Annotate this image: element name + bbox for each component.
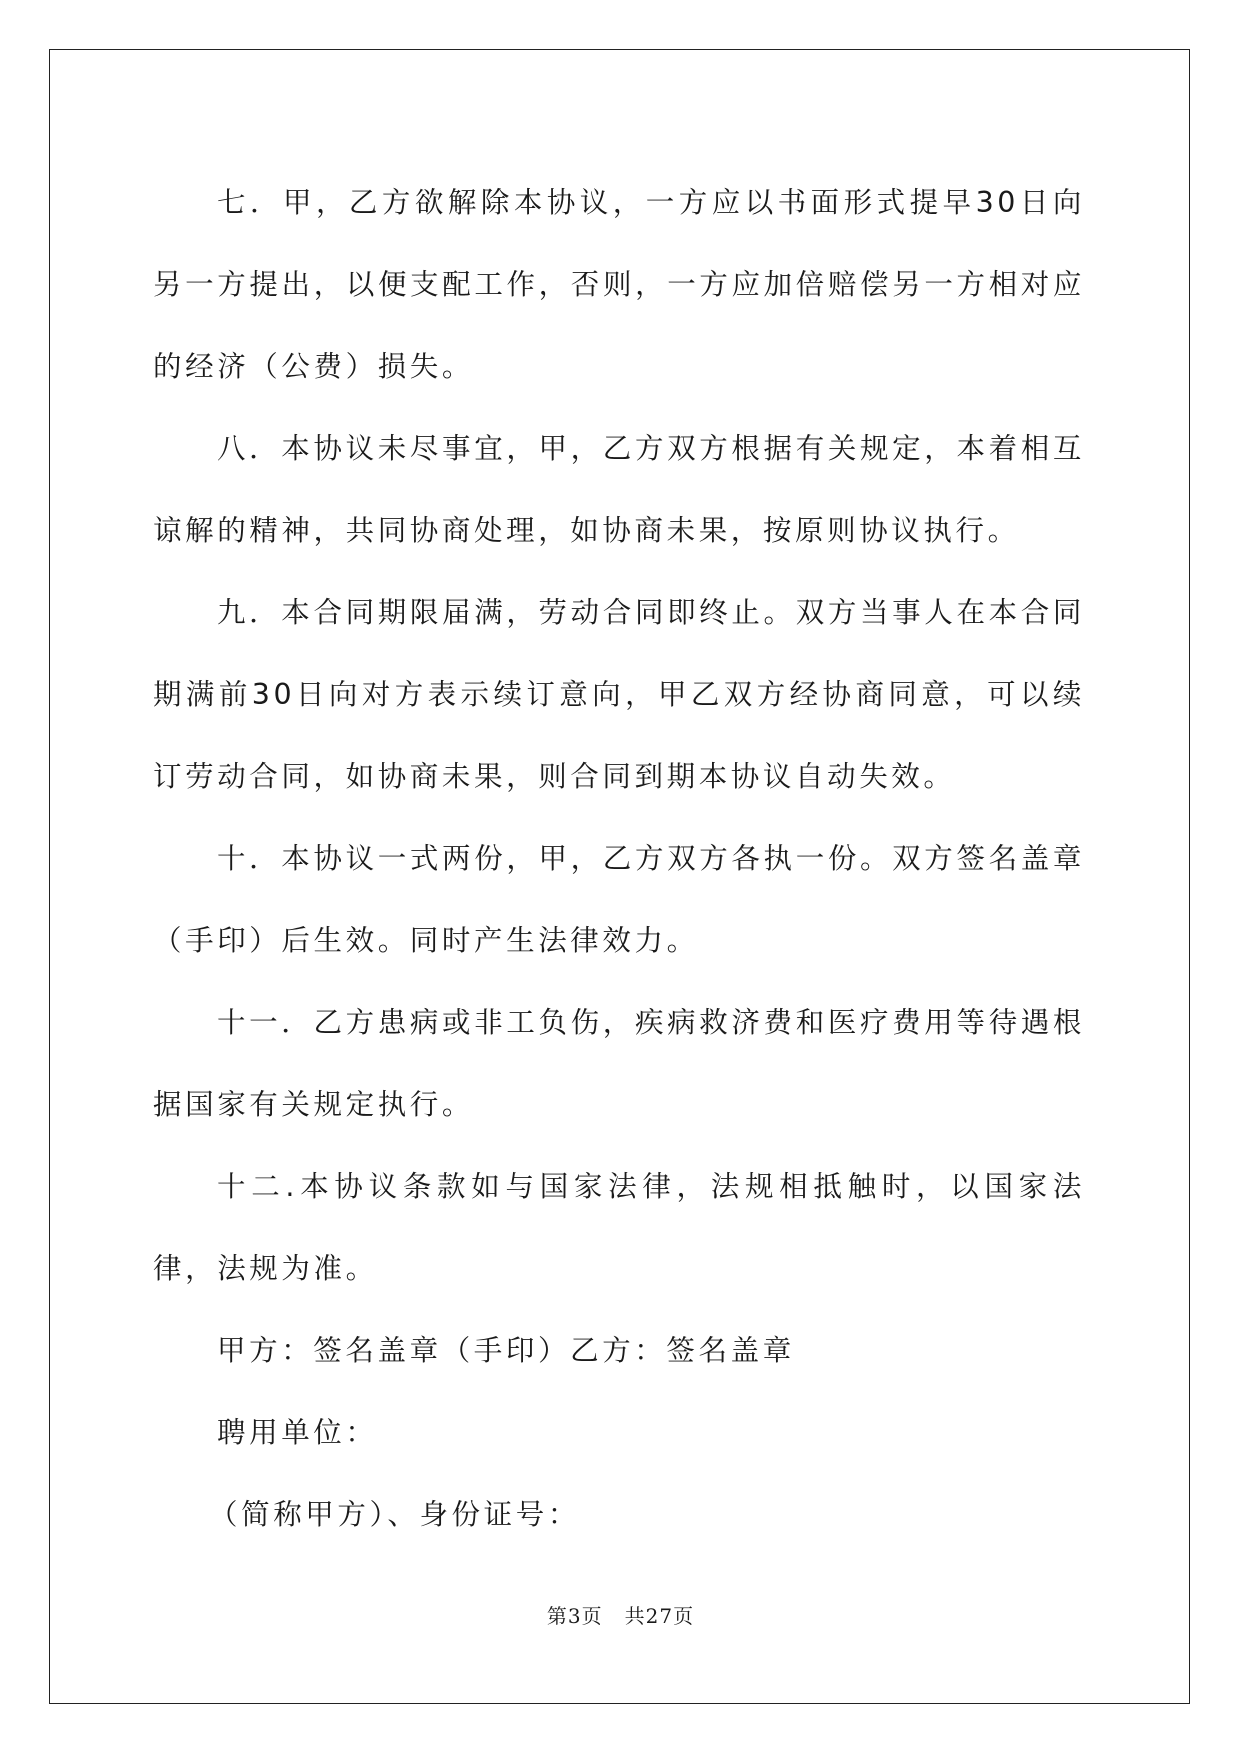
clause-7: 七．甲，乙方欲解除本协议，一方应以书面形式提早30日向另一方提出，以便支配工作，否则，一方应加倍赔偿另一方相对应的经济（公费）损失。 bbox=[153, 186, 1085, 383]
signature-line: 甲方：签名盖章（手印）乙方：签名盖章 bbox=[217, 1334, 795, 1367]
page-number: 第3页 bbox=[546, 1604, 603, 1628]
clause-11: 十一．乙方患病或非工负伤，疾病救济费和医疗费用等待遇根据国家有关规定执行。 bbox=[153, 1006, 1085, 1121]
page-footer bbox=[0, 1600, 1241, 1629]
clause-12: 十二.本协议条款如与国家法律，法规相抵触时，以国家法律，法规为准。 bbox=[153, 1170, 1085, 1285]
clause-9: 九．本合同期限届满，劳动合同即终止。双方当事人在本合同期满前30日向对方表示续订意向，甲乙双方经协商同意，可以续订劳动合同，如协商未果，则合同到期本协议自动失效。 bbox=[153, 596, 1085, 793]
id-number-field: （简称甲方）、身份证号： bbox=[209, 1498, 580, 1531]
employer-field: 聘用单位： bbox=[217, 1416, 378, 1449]
page-total: 共27页 bbox=[624, 1604, 695, 1628]
clause-10: 十．本协议一式两份，甲，乙方双方各执一份。双方签名盖章（手印）后生效。同时产生法律效力。 bbox=[153, 842, 1085, 957]
document-body bbox=[153, 162, 1085, 1556]
clause-8: 八．本协议未尽事宜，甲，乙方双方根据有关规定，本着相互谅解的精神，共同协商处理，如协商未果，按原则协议执行。 bbox=[153, 432, 1085, 547]
